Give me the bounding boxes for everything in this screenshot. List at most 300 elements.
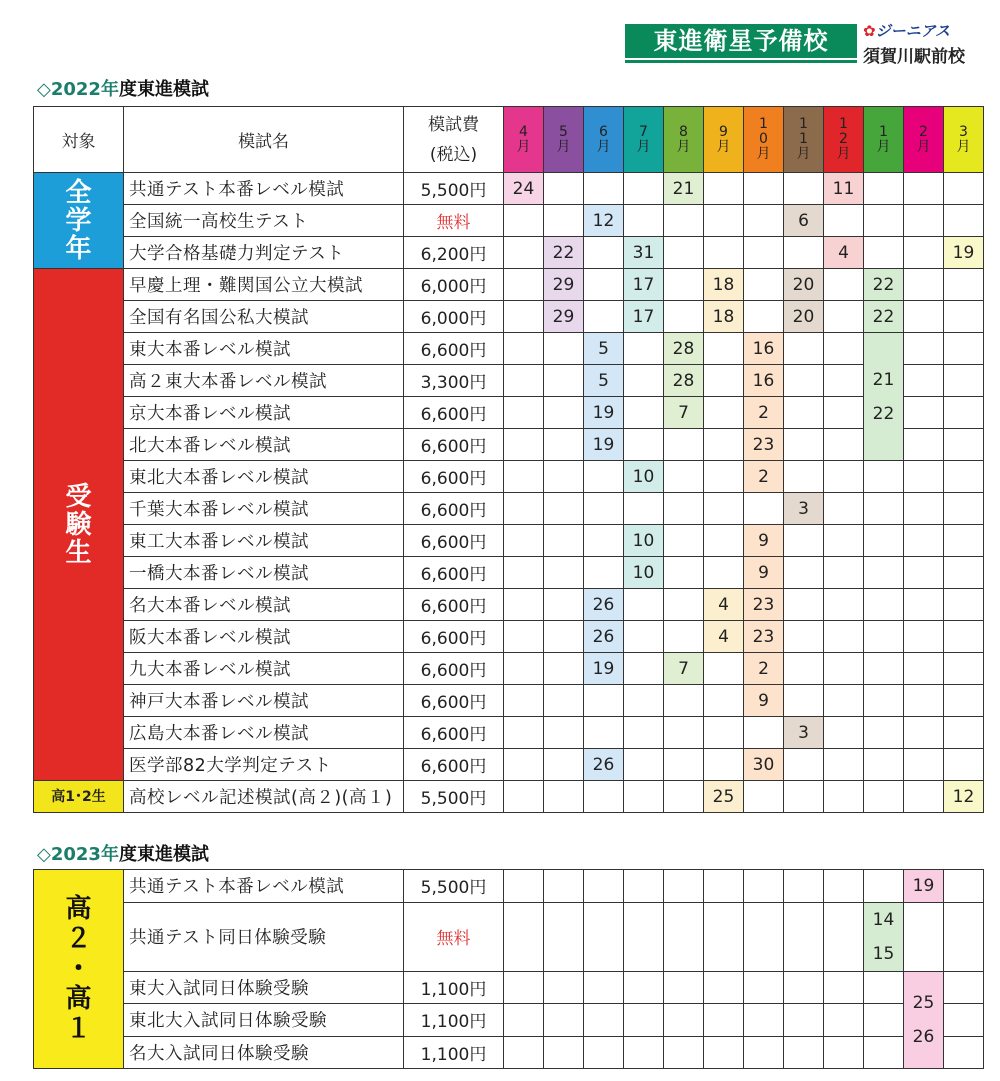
exam-date-cell bbox=[944, 870, 984, 903]
exam-date-cell bbox=[904, 269, 944, 301]
exam-name: 共通テスト同日体験受験 bbox=[124, 902, 404, 971]
exam-date-cell bbox=[864, 685, 904, 717]
exam-date-cell bbox=[704, 493, 744, 525]
exam-date-cell bbox=[704, 870, 744, 903]
exam-date-cell bbox=[544, 397, 584, 429]
exam-date-cell bbox=[664, 237, 704, 269]
exam-date-cell bbox=[824, 365, 864, 397]
exam-date-cell bbox=[544, 173, 584, 205]
exam-date-cell bbox=[864, 653, 904, 685]
exam-date-cell bbox=[904, 429, 944, 461]
exam-name: 共通テスト本番レベル模試 bbox=[124, 173, 404, 205]
exam-date-cell: 17 bbox=[624, 269, 664, 301]
exam-date-cell bbox=[784, 621, 824, 653]
exam-date-cell bbox=[504, 1004, 544, 1037]
heading-2022-rest: 度東進模試 bbox=[118, 79, 209, 100]
exam-date-cell bbox=[704, 205, 744, 237]
exam-date-cell bbox=[624, 205, 664, 237]
exam-date-cell bbox=[744, 205, 784, 237]
exam-date-cell bbox=[944, 557, 984, 589]
exam-date-cell bbox=[704, 685, 744, 717]
exam-date-cell: 25 26 bbox=[904, 971, 944, 1069]
exam-row bbox=[34, 1036, 984, 1069]
exam-date-cell bbox=[584, 1004, 624, 1037]
exam-date-cell: 19 bbox=[584, 397, 624, 429]
exam-date-cell bbox=[904, 902, 944, 971]
exam-date-cell bbox=[704, 173, 744, 205]
exam-date-cell bbox=[504, 269, 544, 301]
exam-date-cell bbox=[584, 301, 624, 333]
exam-date-cell bbox=[824, 1004, 864, 1037]
exam-date-cell bbox=[664, 1004, 704, 1037]
exam-date-cell bbox=[864, 870, 904, 903]
exam-date-cell bbox=[544, 365, 584, 397]
exam-date-cell bbox=[744, 902, 784, 971]
exam-date-cell bbox=[824, 1036, 864, 1069]
exam-date-cell bbox=[744, 717, 784, 749]
exam-date-cell bbox=[504, 621, 544, 653]
exam-date-cell bbox=[824, 749, 864, 781]
exam-date-cell bbox=[584, 173, 624, 205]
exam-row bbox=[34, 461, 984, 493]
schedule-table-2022 bbox=[33, 106, 984, 813]
exam-date-cell bbox=[664, 870, 704, 903]
exam-name: 一橋大本番レベル模試 bbox=[124, 557, 404, 589]
month-header: 8 月 bbox=[664, 107, 704, 173]
exam-name: 東工大本番レベル模試 bbox=[124, 525, 404, 557]
exam-date-cell bbox=[864, 781, 904, 813]
exam-date-cell bbox=[904, 749, 944, 781]
exam-date-cell bbox=[504, 301, 544, 333]
exam-name: 名大本番レベル模試 bbox=[124, 589, 404, 621]
exam-fee: 6,600円 bbox=[404, 493, 504, 525]
exam-date-cell bbox=[824, 205, 864, 237]
exam-date-cell bbox=[664, 557, 704, 589]
exam-date-cell bbox=[744, 493, 784, 525]
exam-date-cell bbox=[864, 237, 904, 269]
exam-date-cell bbox=[864, 717, 904, 749]
exam-fee: 3,300円 bbox=[404, 365, 504, 397]
exam-date-cell bbox=[624, 493, 664, 525]
month-header: 1 2 月 bbox=[824, 107, 864, 173]
exam-row bbox=[34, 365, 984, 397]
exam-date-cell: 12 bbox=[584, 205, 624, 237]
exam-date-cell bbox=[664, 902, 704, 971]
exam-date-cell bbox=[664, 781, 704, 813]
exam-date-cell bbox=[704, 653, 744, 685]
exam-row bbox=[34, 397, 984, 429]
exam-date-cell: 26 bbox=[584, 621, 624, 653]
exam-date-cell bbox=[664, 971, 704, 1004]
exam-name: 高校レベル記述模試(高２)(高１) bbox=[124, 781, 404, 813]
exam-date-cell bbox=[504, 717, 544, 749]
exam-date-cell bbox=[824, 269, 864, 301]
exam-date-cell bbox=[904, 301, 944, 333]
exam-fee: 6,600円 bbox=[404, 461, 504, 493]
exam-row bbox=[34, 525, 984, 557]
exam-date-cell bbox=[904, 557, 944, 589]
exam-date-cell bbox=[584, 870, 624, 903]
exam-date-cell bbox=[544, 1004, 584, 1037]
exam-date-cell bbox=[824, 717, 864, 749]
exam-name: 広島大本番レベル模試 bbox=[124, 717, 404, 749]
exam-date-cell bbox=[624, 365, 664, 397]
exam-row bbox=[34, 870, 984, 903]
exam-date-cell bbox=[824, 621, 864, 653]
exam-name: 神戸大本番レベル模試 bbox=[124, 685, 404, 717]
exam-date-cell bbox=[784, 781, 824, 813]
exam-row bbox=[34, 589, 984, 621]
exam-date-cell bbox=[504, 902, 544, 971]
exam-date-cell bbox=[784, 173, 824, 205]
exam-date-cell: 14 15 bbox=[864, 902, 904, 971]
exam-date-cell bbox=[624, 173, 664, 205]
exam-date-cell bbox=[624, 1036, 664, 1069]
exam-fee: 6,600円 bbox=[404, 589, 504, 621]
exam-date-cell bbox=[624, 717, 664, 749]
exam-date-cell: 21 22 bbox=[864, 333, 904, 461]
exam-fee: 6,200円 bbox=[404, 237, 504, 269]
month-header: 7 月 bbox=[624, 107, 664, 173]
exam-date-cell bbox=[584, 525, 624, 557]
exam-row bbox=[34, 493, 984, 525]
header-row bbox=[34, 107, 984, 173]
exam-name: 京大本番レベル模試 bbox=[124, 397, 404, 429]
exam-date-cell bbox=[704, 717, 744, 749]
month-header: 1 1 月 bbox=[784, 107, 824, 173]
exam-fee: 6,600円 bbox=[404, 557, 504, 589]
exam-date-cell bbox=[624, 685, 664, 717]
exam-date-cell bbox=[624, 589, 664, 621]
exam-name: 早慶上理・難関国公立大模試 bbox=[124, 269, 404, 301]
exam-date-cell bbox=[904, 781, 944, 813]
exam-date-cell bbox=[504, 1036, 544, 1069]
exam-date-cell: 22 bbox=[864, 301, 904, 333]
exam-date-cell bbox=[784, 333, 824, 365]
logo-brand bbox=[863, 20, 950, 41]
exam-date-cell bbox=[944, 621, 984, 653]
target-group-label: 高 ２ ・ 高 １ bbox=[34, 870, 124, 1069]
exam-date-cell bbox=[704, 461, 744, 493]
exam-date-cell bbox=[824, 301, 864, 333]
exam-date-cell bbox=[944, 685, 984, 717]
exam-date-cell bbox=[544, 717, 584, 749]
exam-date-cell bbox=[864, 1004, 904, 1037]
logo-school-name: 須賀川駅前校 bbox=[863, 47, 965, 67]
exam-date-cell bbox=[544, 1036, 584, 1069]
target-group-label: 全 学 年 bbox=[34, 173, 124, 269]
exam-date-cell bbox=[704, 397, 744, 429]
exam-date-cell bbox=[624, 621, 664, 653]
exam-date-cell bbox=[584, 1036, 624, 1069]
exam-date-cell: 19 bbox=[944, 237, 984, 269]
heading-2022-year: ◇2022年 bbox=[37, 79, 119, 100]
exam-date-cell bbox=[704, 429, 744, 461]
exam-date-cell bbox=[704, 749, 744, 781]
exam-fee: 6,600円 bbox=[404, 525, 504, 557]
exam-date-cell bbox=[824, 557, 864, 589]
exam-date-cell: 25 bbox=[704, 781, 744, 813]
month-header: 3 月 bbox=[944, 107, 984, 173]
exam-date-cell bbox=[864, 557, 904, 589]
exam-date-cell bbox=[624, 870, 664, 903]
exam-date-cell bbox=[544, 429, 584, 461]
exam-date-cell bbox=[904, 493, 944, 525]
exam-date-cell bbox=[544, 493, 584, 525]
header-fee: 模試費 (税込) bbox=[404, 107, 504, 173]
exam-date-cell bbox=[544, 621, 584, 653]
exam-date-cell bbox=[904, 653, 944, 685]
exam-date-cell bbox=[704, 1004, 744, 1037]
exam-date-cell bbox=[864, 589, 904, 621]
month-header: 2 月 bbox=[904, 107, 944, 173]
exam-row bbox=[34, 237, 984, 269]
exam-date-cell: 26 bbox=[584, 749, 624, 781]
exam-date-cell: 11 bbox=[824, 173, 864, 205]
exam-date-cell bbox=[504, 397, 544, 429]
month-header: 5 月 bbox=[544, 107, 584, 173]
exam-date-cell bbox=[784, 461, 824, 493]
exam-date-cell bbox=[504, 493, 544, 525]
exam-date-cell bbox=[504, 365, 544, 397]
exam-row bbox=[34, 653, 984, 685]
exam-date-cell bbox=[944, 429, 984, 461]
exam-date-cell bbox=[944, 365, 984, 397]
exam-date-cell bbox=[584, 685, 624, 717]
exam-date-cell bbox=[664, 461, 704, 493]
exam-date-cell bbox=[704, 333, 744, 365]
target-group-label: 高1･2生 bbox=[34, 781, 124, 813]
exam-row bbox=[34, 205, 984, 237]
exam-date-cell bbox=[584, 461, 624, 493]
exam-date-cell bbox=[944, 717, 984, 749]
exam-row bbox=[34, 971, 984, 1004]
exam-date-cell bbox=[664, 717, 704, 749]
exam-date-cell bbox=[584, 717, 624, 749]
exam-name: 共通テスト本番レベル模試 bbox=[124, 870, 404, 903]
exam-fee: 無料 bbox=[404, 902, 504, 971]
exam-date-cell bbox=[784, 971, 824, 1004]
exam-name: 東大本番レベル模試 bbox=[124, 333, 404, 365]
exam-date-cell bbox=[864, 173, 904, 205]
exam-date-cell: 28 bbox=[664, 333, 704, 365]
exam-fee: 1,100円 bbox=[404, 1036, 504, 1069]
exam-date-cell bbox=[904, 621, 944, 653]
exam-date-cell bbox=[704, 365, 744, 397]
exam-date-cell bbox=[784, 525, 824, 557]
exam-date-cell bbox=[944, 749, 984, 781]
exam-fee: 6,600円 bbox=[404, 429, 504, 461]
exam-date-cell bbox=[544, 902, 584, 971]
exam-date-cell: 22 bbox=[864, 269, 904, 301]
exam-date-cell: 26 bbox=[584, 589, 624, 621]
exam-row bbox=[34, 621, 984, 653]
exam-date-cell bbox=[944, 493, 984, 525]
exam-date-cell bbox=[864, 749, 904, 781]
exam-fee: 6,600円 bbox=[404, 653, 504, 685]
exam-date-cell bbox=[704, 1036, 744, 1069]
exam-date-cell bbox=[584, 557, 624, 589]
exam-name: 名大入試同日体験受験 bbox=[124, 1036, 404, 1069]
exam-date-cell bbox=[624, 781, 664, 813]
exam-date-cell bbox=[784, 870, 824, 903]
month-header: 9 月 bbox=[704, 107, 744, 173]
exam-date-cell: 5 bbox=[584, 333, 624, 365]
exam-date-cell bbox=[904, 237, 944, 269]
exam-date-cell bbox=[504, 461, 544, 493]
exam-date-cell bbox=[544, 781, 584, 813]
exam-date-cell: 17 bbox=[624, 301, 664, 333]
target-group-label: 受 験 生 bbox=[34, 269, 124, 781]
exam-date-cell bbox=[664, 749, 704, 781]
exam-row bbox=[34, 781, 984, 813]
exam-date-cell: 29 bbox=[544, 269, 584, 301]
exam-date-cell: 23 bbox=[744, 429, 784, 461]
exam-date-cell bbox=[584, 269, 624, 301]
exam-fee: 6,600円 bbox=[404, 685, 504, 717]
heading-2023-rest: 度東進模試 bbox=[118, 844, 209, 865]
exam-date-cell bbox=[944, 269, 984, 301]
exam-date-cell bbox=[544, 205, 584, 237]
exam-name: 大学合格基礎力判定テスト bbox=[124, 237, 404, 269]
exam-row bbox=[34, 717, 984, 749]
exam-row bbox=[34, 269, 984, 301]
exam-date-cell: 22 bbox=[544, 237, 584, 269]
exam-date-cell: 29 bbox=[544, 301, 584, 333]
exam-date-cell: 10 bbox=[624, 525, 664, 557]
exam-date-cell: 24 bbox=[504, 173, 544, 205]
exam-date-cell bbox=[944, 971, 984, 1004]
exam-date-cell bbox=[664, 525, 704, 557]
heading-2022 bbox=[37, 75, 209, 101]
exam-name: 東大入試同日体験受験 bbox=[124, 971, 404, 1004]
logo-brand-text: ジーニアス bbox=[875, 22, 950, 40]
exam-name: 九大本番レベル模試 bbox=[124, 653, 404, 685]
exam-date-cell bbox=[904, 717, 944, 749]
exam-date-cell bbox=[784, 429, 824, 461]
exam-date-cell bbox=[744, 269, 784, 301]
exam-date-cell bbox=[784, 1004, 824, 1037]
exam-date-cell bbox=[664, 269, 704, 301]
exam-date-cell: 9 bbox=[744, 685, 784, 717]
exam-date-cell: 18 bbox=[704, 269, 744, 301]
exam-date-cell: 20 bbox=[784, 301, 824, 333]
exam-date-cell: 21 bbox=[664, 173, 704, 205]
exam-row bbox=[34, 429, 984, 461]
exam-date-cell bbox=[544, 589, 584, 621]
exam-date-cell bbox=[904, 205, 944, 237]
exam-date-cell bbox=[864, 205, 904, 237]
exam-date-cell: 2 bbox=[744, 461, 784, 493]
logo-mark-icon: ✿ bbox=[863, 22, 876, 40]
exam-date-cell bbox=[864, 461, 904, 493]
exam-date-cell bbox=[544, 749, 584, 781]
exam-date-cell: 6 bbox=[784, 205, 824, 237]
exam-date-cell: 28 bbox=[664, 365, 704, 397]
exam-date-cell bbox=[624, 653, 664, 685]
exam-date-cell bbox=[504, 205, 544, 237]
exam-date-cell bbox=[624, 1004, 664, 1037]
exam-date-cell: 16 bbox=[744, 365, 784, 397]
exam-date-cell: 9 bbox=[744, 525, 784, 557]
exam-row bbox=[34, 333, 984, 365]
exam-date-cell bbox=[624, 971, 664, 1004]
exam-date-cell bbox=[624, 333, 664, 365]
exam-date-cell bbox=[864, 971, 904, 1004]
logo-stripe bbox=[625, 60, 857, 63]
exam-row bbox=[34, 902, 984, 971]
exam-date-cell: 19 bbox=[904, 870, 944, 903]
exam-date-cell bbox=[904, 685, 944, 717]
exam-date-cell: 9 bbox=[744, 557, 784, 589]
exam-date-cell bbox=[664, 301, 704, 333]
exam-name: 医学部82大学判定テスト bbox=[124, 749, 404, 781]
exam-fee: 6,600円 bbox=[404, 749, 504, 781]
exam-date-cell: 20 bbox=[784, 269, 824, 301]
exam-date-cell bbox=[744, 1004, 784, 1037]
exam-date-cell bbox=[824, 461, 864, 493]
exam-row bbox=[34, 685, 984, 717]
exam-date-cell bbox=[784, 1036, 824, 1069]
exam-date-cell bbox=[744, 971, 784, 1004]
exam-date-cell: 5 bbox=[584, 365, 624, 397]
exam-date-cell bbox=[504, 653, 544, 685]
exam-date-cell bbox=[664, 429, 704, 461]
exam-date-cell bbox=[904, 333, 944, 365]
exam-row bbox=[34, 557, 984, 589]
exam-fee: 6,600円 bbox=[404, 717, 504, 749]
exam-date-cell bbox=[904, 397, 944, 429]
exam-date-cell bbox=[944, 461, 984, 493]
exam-date-cell: 19 bbox=[584, 653, 624, 685]
exam-date-cell bbox=[744, 173, 784, 205]
exam-date-cell bbox=[904, 461, 944, 493]
exam-row bbox=[34, 301, 984, 333]
exam-date-cell bbox=[544, 333, 584, 365]
exam-date-cell bbox=[744, 1036, 784, 1069]
exam-date-cell: 4 bbox=[824, 237, 864, 269]
exam-date-cell: 18 bbox=[704, 301, 744, 333]
schedule-table-2023 bbox=[33, 869, 984, 1069]
exam-date-cell bbox=[664, 1036, 704, 1069]
exam-date-cell: 30 bbox=[744, 749, 784, 781]
heading-2023-year: ◇2023年 bbox=[37, 844, 119, 865]
exam-name: 全国有名国公私大模試 bbox=[124, 301, 404, 333]
exam-date-cell bbox=[784, 237, 824, 269]
exam-fee: 6,600円 bbox=[404, 397, 504, 429]
exam-date-cell bbox=[544, 971, 584, 1004]
exam-date-cell bbox=[584, 781, 624, 813]
exam-date-cell bbox=[824, 493, 864, 525]
month-header: 1 月 bbox=[864, 107, 904, 173]
heading-2023 bbox=[37, 840, 209, 866]
exam-date-cell bbox=[624, 429, 664, 461]
exam-date-cell: 7 bbox=[664, 653, 704, 685]
exam-date-cell: 7 bbox=[664, 397, 704, 429]
exam-date-cell bbox=[584, 493, 624, 525]
exam-date-cell bbox=[544, 461, 584, 493]
exam-date-cell bbox=[544, 557, 584, 589]
exam-date-cell bbox=[664, 685, 704, 717]
exam-date-cell: 10 bbox=[624, 461, 664, 493]
exam-date-cell bbox=[504, 333, 544, 365]
exam-date-cell: 10 bbox=[624, 557, 664, 589]
exam-date-cell bbox=[784, 653, 824, 685]
exam-date-cell: 16 bbox=[744, 333, 784, 365]
exam-date-cell bbox=[784, 589, 824, 621]
exam-date-cell bbox=[904, 589, 944, 621]
exam-date-cell bbox=[944, 205, 984, 237]
